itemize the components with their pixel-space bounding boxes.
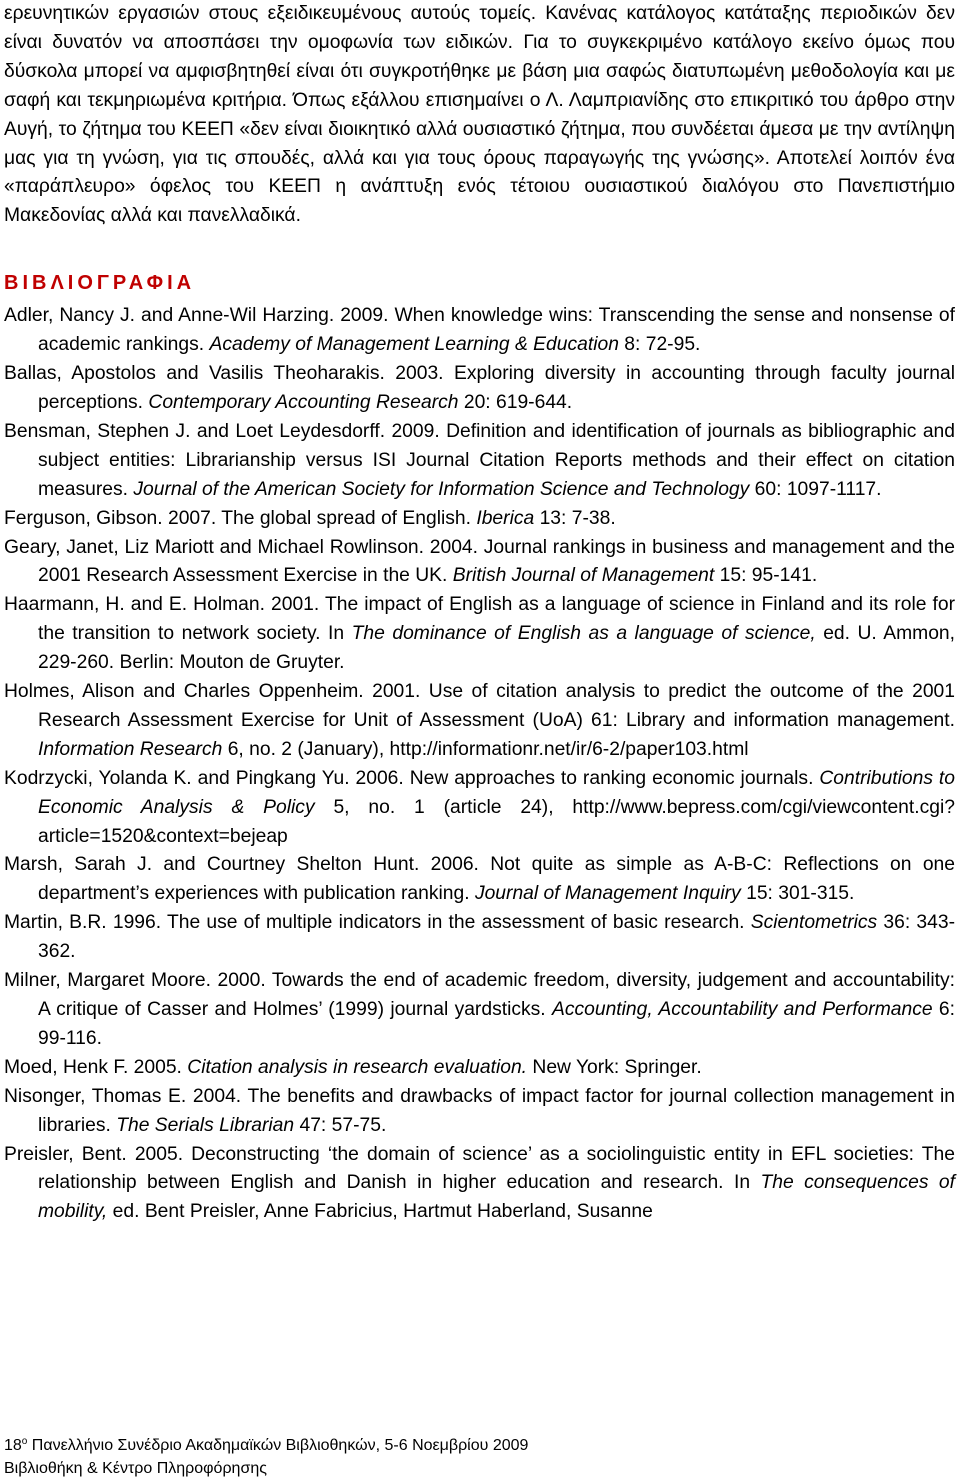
reference-text: Milner, Margaret Moore. 2000. Towards the end of academic freedom, diversity, judgement and accountability: A critique of Casser and Holmes’ (1999) journal yardsticks. [4,970,955,1020]
reference-entry [4,765,955,852]
reference-details: 8: 72-95. [618,334,701,356]
reference-text: Adler, Nancy J. and Anne-Wil Harzing. 2009. When knowledge wins: Transcending the sense and nonsense of academic rankings. [4,305,955,356]
reference-entry [4,591,955,678]
reference-source-title: Contemporary Accounting Research [148,391,459,413]
reference-details: 15: 95-141. [714,565,818,587]
reference-text: Marsh, Sarah J. and Courtney Shelton Hunt. 2006. Not quite as simple as A-B-C: Reflections on one department’s experiences with publication ranking. [4,854,955,905]
reference-text: Ferguson, Gibson. 2007. The global spread of English. [4,507,477,529]
reference-text: Haarmann, H. and E. Holman. 2001. The impact of English as a language of science in Finland and its role for the transition to network society. In [4,594,955,645]
reference-list [4,302,955,1227]
footer-conference: Πανελλήνιο Συνέδριο Ακαδημαϊκών Βιβλιοθηκών, 5-6 Νοεμβρίου 2009 [27,1437,529,1454]
reference-entry [4,534,955,592]
reference-text: Moed, Henk F. 2005. [4,1056,188,1078]
reference-text: Martin, B.R. 1996. The use of multiple indicators in the assessment of basic research. [4,912,751,934]
reference-details: 47: 57-75. [294,1114,387,1136]
page-footer [4,1434,528,1480]
reference-source-title: Accounting, Accountability and Performance [551,999,933,1020]
reference-source-title: Contributions to Economic Analysis & Policy [38,767,955,818]
reference-text: Ballas, Apostolos and Vasilis Theoharakis. 2003. Exploring diversity in accounting through faculty journal perceptions. [4,363,955,413]
reference-details: ed. Bent Preisler, Anne Fabricius, Hartmut Haberland, Susanne [107,1201,653,1223]
reference-details: 20: 619-644. [458,391,573,413]
reference-source-title: Academy of Management Learning & Education [209,334,619,356]
intro-paragraph: ερευνητικών εργασιών στους εξειδικευμένους αυτούς τομείς. Κανένας κατάλογος κατάταξης περιοδικών δεν είναι δυνατόν να αποσπάσει την ομοφωνία των ειδικών. Για το συγκεκριμένο κατάλογο εκείνο όμως που δύσκολα μπορεί να αμφισβητηθεί είναι ότι συγκροτήθηκε με βάση μια σαφώς διατυπωμένη μεθοδολογία και με σαφή και τεκμηριωμένα κριτήρια. Όπως εξάλλου επισημαίνει ο Λ. Λαμπριανίδης στο επικριτικό του άρθρο στην Αυγή, το ζήτημα του ΚΕΕΠ «δεν είναι διοικητικό αλλά ουσιαστικό ζήτημα, που συνδέεται άμεσα με την αντίληψη μας για τη γνώση, για τις σπουδές, αλλά και για τους όρους παραγωγής της γνώσης». Αποτελεί λοιπόν ένα «παράπλευρο» όφελος του ΚΕΕΠ η ανάπτυξη ενός τέτοιου ουσιαστικού διαλόγου στο Πανεπιστήμιο Μακεδονίας αλλά και πανελλαδικά. [4,3,955,227]
reference-details: ed. U. Ammon, 229-260. Berlin: Mouton de Gruyter. [38,623,955,674]
reference-details: New York: Springer. [527,1056,702,1078]
footer-org: Βιβλιοθήκη & Κέντρο Πληροφόρησης [4,1460,267,1477]
reference-source-title: Information Research [38,738,223,760]
reference-text: Bensman, Stephen J. and Loet Leydesdorff. 2009. Definition and identification of journals as bibliographic and subject entities: Librarianship versus ISI Journal Citation Reports methods and their effect on citation measures. [4,420,955,500]
reference-source-title: The consequences of mobility, [38,1172,955,1223]
reference-text: Holmes, Alison and Charles Oppenheim. 2001. Use of citation analysis to predict the outcome of the 2001 Research Assessment Exercise for Unit of Assessment (UoA) 61: Library and information management. [4,681,955,731]
reference-source-title: Iberica [476,507,535,529]
reference-entry [4,1054,955,1083]
reference-details: 36: 343-362. [38,912,955,963]
reference-source-title: Citation analysis in research evaluation. [187,1056,528,1078]
reference-entry [4,1083,955,1141]
reference-entry [4,360,955,418]
reference-source-title: Journal of the American Society for Information Science and Technology [133,478,750,500]
reference-source-title: The Serials Librarian [116,1114,295,1136]
reference-source-title: Journal of Management Inquiry [474,883,741,905]
reference-text: Kodrzycki, Yolanda K. and Pingkang Yu. 2006. New approaches to ranking economic journals. [4,767,820,789]
footer-number: 18 [4,1437,22,1454]
reference-text: Preisler, Bent. 2005. Deconstructing ‘the domain of science’ as a sociolinguistic entity in EFL societies: The relationship between English and Danish in higher education and research. In [4,1143,955,1194]
reference-details: 6, no. 2 (January), http://informationr.net/ir/6-2/paper103.html [222,738,749,760]
footer-ordinal: ο [21,1436,28,1447]
reference-entry [4,1141,955,1228]
reference-text: Nisonger, Thomas E. 2004. The benefits and drawbacks of impact factor for journal collection management in libraries. [4,1085,955,1136]
reference-source-title: Scientometrics [750,912,878,934]
reference-entry [4,505,955,534]
reference-text: Geary, Janet, Liz Mariott and Michael Rowlinson. 2004. Journal rankings in business and management and the 2001 Research Assessment Exercise in the UK. [4,536,955,587]
reference-entry [4,967,955,1054]
reference-entry [4,909,955,967]
reference-source-title: British Journal of Management [452,565,715,587]
reference-entry [4,302,955,360]
reference-entry [4,678,955,765]
reference-entry [4,851,955,909]
reference-details: 60: 1097-1117. [749,478,882,500]
bibliography-heading: ΒΙΒΛΙΟΓΡΑΦΙΑ [4,272,196,295]
reference-entry [4,418,955,505]
reference-details: 6: 99-116. [38,999,956,1049]
footer-conference-line [4,1434,528,1457]
reference-details: 5, no. 1 (article 24), http://www.bepress.com/cgi/viewcontent.cgi?article=1520&context=bejeap [38,796,955,847]
reference-details: 15: 301-315. [740,883,855,905]
reference-source-title: The dominance of English as a language of science, [351,623,816,645]
reference-details: 13: 7-38. [534,507,616,529]
